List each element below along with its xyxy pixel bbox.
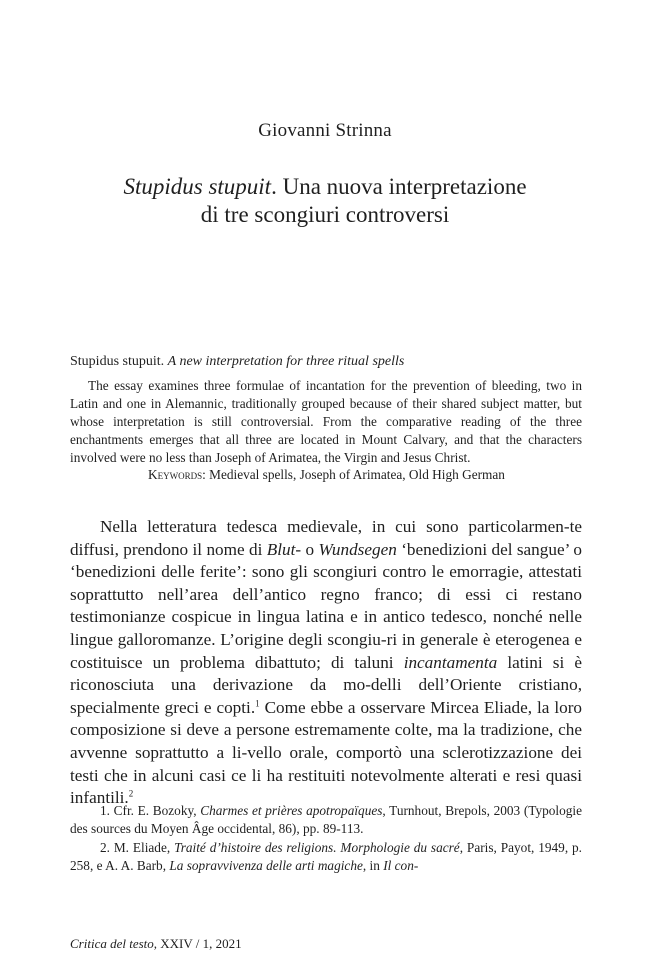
body-text-2: ‘benedizioni del sangue’ o ‘benedizioni delle ferite’: sono gli scongiuri contro le emorragie, attestati soprattutto nell’area dell’antico regno franco; di essi ci restano testimonianze cospicue in lingua latina e in antico tedesco, nonché nelle lingue galloromanze. L’origine degli scongiu-ri in generale è eterogenea e costituisce un problema dibattuto; di taluni bbox=[70, 539, 582, 672]
journal-name: Critica del testo bbox=[70, 936, 154, 951]
journal-issue: , XXIV / 1, 2021 bbox=[153, 936, 242, 951]
title-rest: . Una nuova interpretazione bbox=[271, 174, 527, 199]
note2-title-2: La sopravvivenza delle arti magiche bbox=[169, 858, 363, 874]
note2-text-c: , in bbox=[362, 858, 384, 874]
footnote-2 bbox=[70, 839, 582, 876]
note2-text-b: , Paris, Payot, 1949, p. 258, e A. A. Barb, bbox=[70, 839, 582, 874]
footnote-1 bbox=[70, 802, 582, 839]
body-text-3: latini si è riconosciuta una derivazione da mo-delli dell’Oriente cristiano, specialmente greci e copti. bbox=[70, 652, 582, 717]
note2-title: Traité d’histoire des religions. Morphologie du sacré bbox=[174, 839, 460, 855]
abstract: The essay examines three formulae of incantation for the prevention of bleeding, two in Latin and one in Alemannic, traditionally grouped because of their shared subject matter, but whose interpretation is still controversial. From the comparative reading of the three enchantments emerges that all three are located in Mount Calvary, and that the characters involved were no less than Joseph of Arimatea, the Virgin and Jesus Christ. bbox=[70, 378, 582, 465]
english-title bbox=[70, 354, 404, 370]
title-line2: di tre scongiuri controversi bbox=[200, 202, 450, 227]
keywords-label: Keywords bbox=[148, 467, 203, 482]
footnotes bbox=[70, 802, 582, 876]
note1-text-b: , Turnhout, Brepols, 2003 (Typologie des sources du Moyen Âge occidental, 86), pp. 89-113. bbox=[70, 803, 582, 837]
keywords-text: : Medieval spells, Joseph of Arimatea, Old High German bbox=[202, 467, 505, 482]
note1-text-a: 1. Cfr. E. Bozoky, bbox=[100, 803, 201, 818]
journal-footer bbox=[70, 936, 242, 952]
english-title-italic: A new interpretation for three ritual spells bbox=[167, 354, 405, 369]
note2-title-3: Il con- bbox=[383, 858, 419, 874]
footnote-ref-1[interactable]: 1 bbox=[255, 698, 260, 709]
body-text-o: o bbox=[301, 539, 319, 559]
body-text-4: Come ebbe a osservare Mircea Eliade, la loro composizione si deve a persone estremamente colte, ma la tradizione, che avvenne soprattutto a li-vello orale, comportò una sclerotizzazione dei testi che in alcuni casi ce li ha restituiti notevolmente alterati e resi quasi infantili. bbox=[70, 697, 583, 808]
body-term-incantamenta: incantamenta bbox=[403, 652, 498, 672]
english-title-prefix: Stupidus stupuit. bbox=[70, 354, 165, 369]
body-text-1: Nella letteratura tedesca medievale, in cui sono particolarmen-te diffusi, prendono il nome di bbox=[70, 517, 582, 559]
keywords bbox=[148, 467, 505, 483]
note2-text-a: 2. M. Eliade, bbox=[100, 839, 175, 855]
note1-title: Charmes et prières apotropaïques bbox=[200, 803, 383, 818]
body-paragraph bbox=[70, 516, 582, 810]
body-term-blut: Blut- bbox=[266, 539, 302, 559]
title-italic: Stupidus stupuit bbox=[123, 174, 272, 199]
article-title bbox=[80, 173, 570, 229]
author-name: Giovanni Strinna bbox=[258, 120, 392, 141]
body-term-wundsegen: Wundsegen bbox=[318, 539, 397, 559]
footnote-ref-2[interactable]: 2 bbox=[128, 788, 134, 799]
